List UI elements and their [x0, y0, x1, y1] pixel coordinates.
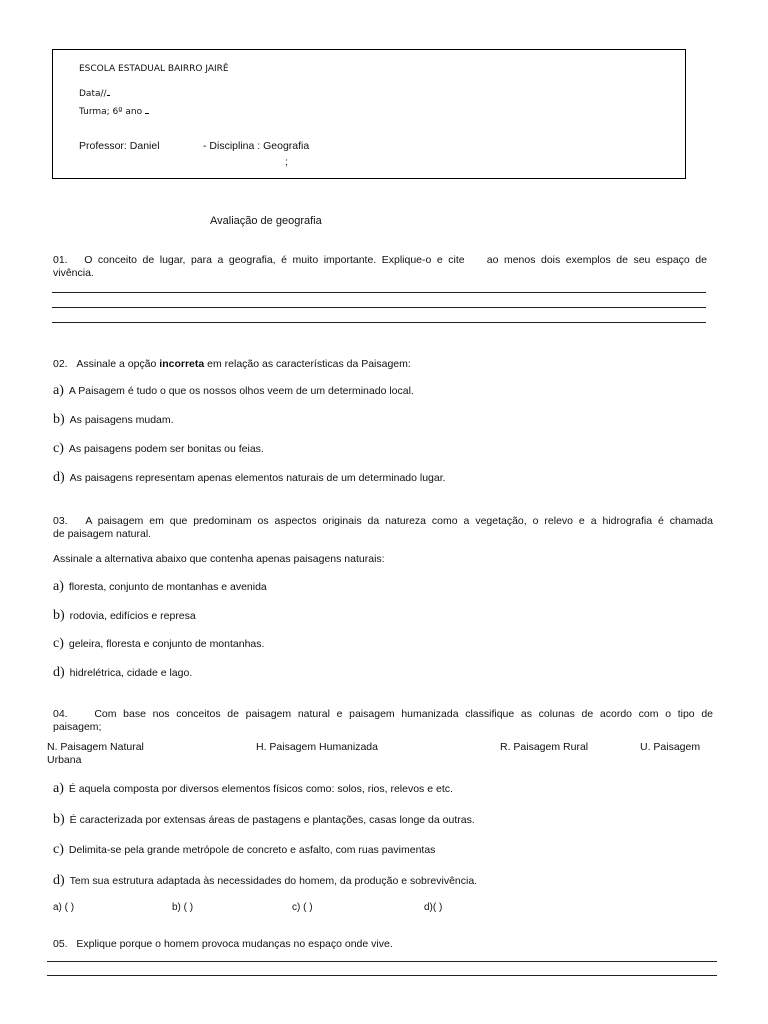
q4-option-c-text: Delimita-se pela grande metrópole de concreto e asfalto, com ruas pavimentas	[68, 844, 436, 856]
q4-type-u-cont: Urbana	[47, 754, 82, 766]
q2-option-d-letter: d)	[53, 470, 65, 485]
q3-number: 03.	[53, 515, 68, 527]
q4-type-h: H. Paisagem Humanizada	[256, 741, 378, 753]
q4-number: 04.	[53, 708, 68, 720]
date-label: Data//	[79, 89, 107, 99]
class-label: Turma; 6º ano	[79, 107, 143, 117]
question-5	[53, 938, 393, 950]
q4-option-d-letter: d)	[53, 873, 65, 888]
q3-option-b-letter: b)	[53, 608, 65, 623]
q4-option-c	[53, 842, 435, 858]
q4-answer-d[interactable]: d)( )	[424, 902, 443, 913]
q3-option-a[interactable]	[53, 579, 267, 595]
q3-option-d-text: hidrelétrica, cidade e lago.	[69, 667, 193, 679]
q4-text: Com base nos conceitos de paisagem natural e paisagem humanizada classifique as colunas de acordo com o tipo de	[94, 708, 714, 720]
q1-text-c: vivência.	[53, 267, 94, 279]
answer-line-q1-2[interactable]	[52, 307, 706, 308]
q3-option-d[interactable]	[53, 665, 192, 681]
q4-option-b	[53, 812, 475, 828]
q4-option-a-text: É aquela composta por diversos elementos físicos como: solos, rios, relevos e etc.	[68, 783, 453, 795]
q4-option-b-text: É caracterizada por extensas áreas de pastagens e plantações, casas longe da outras.	[69, 814, 475, 826]
school-name: ESCOLA ESTADUAL BAIRRO JAIRÊ	[79, 64, 229, 74]
q4-option-d-text: Tem sua estrutura adaptada às necessidades do homem, da produção e sobrevivência.	[69, 875, 478, 887]
q4-answer-c[interactable]: c) ( )	[292, 902, 313, 913]
class-field[interactable]	[79, 104, 149, 117]
q4-option-c-letter: c)	[53, 842, 64, 857]
page-title: Avaliação de geografia	[210, 215, 322, 227]
q5-number: 05.	[53, 938, 68, 950]
q4-option-a	[53, 781, 453, 797]
q3-option-d-letter: d)	[53, 665, 65, 680]
answer-line-q5-2[interactable]	[47, 975, 717, 976]
q2-option-d-text: As paisagens representam apenas elementos naturais de um determinado lugar.	[69, 472, 446, 484]
question-2	[53, 358, 411, 370]
q2-option-c[interactable]	[53, 441, 264, 457]
q4-answer-a[interactable]: a) ( )	[53, 902, 75, 913]
q2-option-b[interactable]	[53, 412, 174, 428]
subject-label: - Disciplina : Geografia	[203, 140, 310, 152]
question-3	[53, 515, 713, 541]
q3-option-c-text: geleira, floresta e conjunto de montanhas.	[68, 638, 265, 650]
q2-option-d[interactable]	[53, 470, 446, 486]
q2-option-a-text: A Paisagem é tudo o que os nossos olhos veem de um determinado local.	[68, 385, 414, 397]
q1-text-a: O conceito de lugar, para a geografia, é muito importante. Explique-o e cite	[84, 254, 465, 266]
teacher-label: Professor: Daniel	[79, 140, 160, 152]
q3-option-b-text: rodovia, edifícios e represa	[69, 610, 196, 622]
q3-text: A paisagem em que predominam os aspectos originais da natureza como a vegetação, o relevo e a hidrografia é chamada	[85, 515, 713, 527]
q4-type-n: N. Paisagem Natural	[47, 741, 144, 753]
q3-text-cont: de paisagem natural.	[53, 528, 152, 540]
q3-option-c[interactable]	[53, 636, 264, 652]
q3-option-b[interactable]	[53, 608, 196, 624]
q4-answer-b[interactable]: b) ( )	[172, 902, 194, 913]
q3-option-c-letter: c)	[53, 636, 64, 651]
q1-number: 01.	[53, 254, 68, 266]
q4-option-a-letter: a)	[53, 781, 64, 796]
q2-text-bold: incorreta	[159, 358, 205, 370]
answer-line-q5-1[interactable]	[47, 961, 717, 962]
q5-text: Explique porque o homem provoca mudanças no espaço onde vive.	[76, 938, 393, 950]
q2-number: 02.	[53, 358, 68, 370]
q2-text-pre: Assinale a opção	[76, 358, 157, 370]
q1-text-b: ao menos dois exemplos de seu espaço de	[486, 254, 707, 266]
q4-type-r: R. Paisagem Rural	[500, 741, 589, 753]
q2-option-c-letter: c)	[53, 441, 64, 456]
question-4	[53, 708, 714, 734]
q2-option-b-text: As paisagens mudam.	[69, 414, 174, 426]
q3-instruction: Assinale a alternativa abaixo que contenha apenas paisagens naturais:	[53, 553, 385, 565]
header-box	[52, 49, 686, 179]
q4-text-cont: paisagem;	[53, 721, 102, 733]
q2-option-a[interactable]	[53, 383, 414, 399]
q4-option-d	[53, 873, 477, 889]
q2-option-b-letter: b)	[53, 412, 65, 427]
q4-type-u: U. Paisagem	[640, 741, 701, 753]
q2-option-c-text: As paisagens podem ser bonitas ou feias.	[68, 443, 264, 455]
q2-text-post: em relação as características da Paisagem:	[207, 358, 411, 370]
answer-line-q1-3[interactable]	[52, 322, 706, 323]
q4-option-b-letter: b)	[53, 812, 65, 827]
question-1	[53, 254, 707, 280]
answer-line-q1-1[interactable]	[52, 292, 706, 293]
q3-option-a-text: floresta, conjunto de montanhas e avenida	[68, 581, 267, 593]
header-mark: ;	[285, 156, 288, 168]
date-field[interactable]	[79, 86, 110, 99]
q3-option-a-letter: a)	[53, 579, 64, 594]
q2-option-a-letter: a)	[53, 383, 64, 398]
